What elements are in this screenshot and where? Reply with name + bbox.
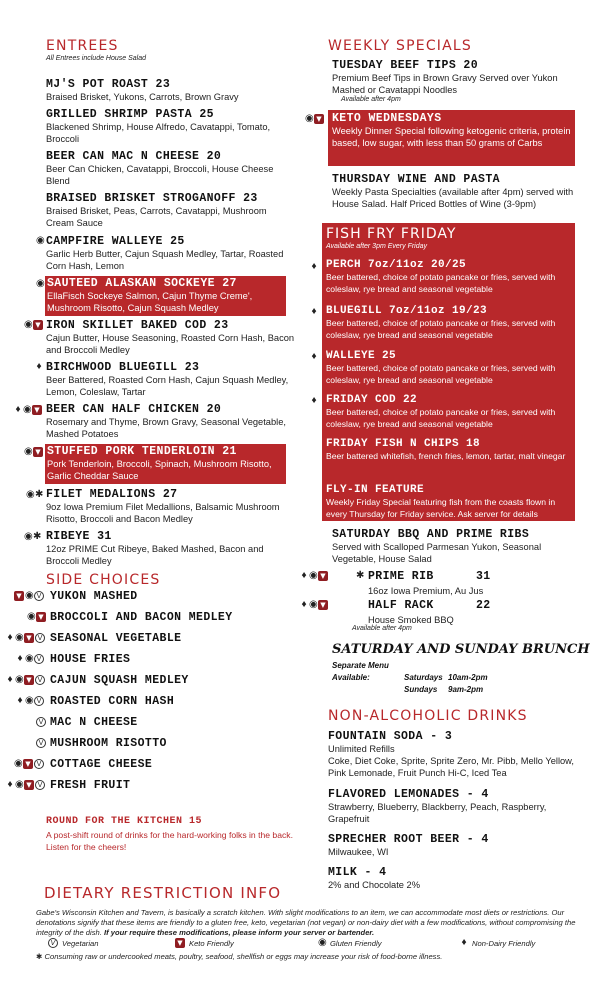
prime-rib-name: PRIME RIB	[368, 570, 434, 583]
brunch-sat-time: 10am-2pm	[448, 673, 488, 682]
legend-label: Keto Friendly	[189, 938, 234, 948]
dietary-bold: If your require these modifications, please inform your server or bartender.	[103, 928, 375, 937]
gluten-friendly-icon: ◉	[15, 779, 24, 790]
item-desc: Beer battered, choice of potato pancake or fries, served with coleslaw, rye bread and seasonal vegetable	[326, 363, 556, 385]
gluten-friendly-icon: ◉	[25, 695, 34, 706]
brunch-sub: Separate Menu	[332, 661, 389, 670]
kitchen-title: ROUND FOR THE KITCHEN 15	[46, 816, 203, 827]
special-item	[332, 59, 592, 96]
menu-item	[46, 530, 296, 567]
tuesday-note: Available after 4pm	[341, 96, 401, 103]
side-item: BROCCOLI AND BACON MEDLEY	[50, 611, 233, 624]
item-name: GRILLED SHRIMP PASTA 25	[46, 108, 214, 121]
legend-label: Non-Dairy Friendly	[472, 938, 536, 948]
vegetarian-icon: V	[36, 738, 46, 748]
item-desc: Beer battered whitefish, french fries, lemon, tartar, malt vinegar	[326, 451, 566, 461]
item-desc: Beer battered, choice of potato pancake or fries, served with coleslaw, rye bread and seasonal vegetable	[326, 272, 556, 294]
gluten-friendly-icon: ◉	[309, 570, 318, 581]
brunch-sun: Sundays	[404, 685, 438, 694]
drinks-title: NON-ALCOHOLIC DRINKS	[328, 708, 528, 724]
item-name: FLY-IN FEATURE	[326, 484, 425, 496]
raw-warning-icon: ✱	[33, 531, 42, 542]
brunch-sun-time: 9am-2pm	[448, 685, 484, 694]
keto-friendly-icon: ▼	[318, 600, 328, 610]
item-name: SPRECHER ROOT BEER - 4	[328, 833, 489, 846]
raw-warning-icon: ✱	[35, 489, 44, 500]
keto-friendly-icon: ▼	[33, 320, 43, 330]
menu-item	[46, 108, 296, 145]
keto-friendly-icon: ▼	[24, 780, 34, 790]
gluten-friendly-icon: ◉	[305, 113, 314, 124]
item-name: WALLEYE 25	[326, 350, 397, 362]
drink-item	[328, 833, 568, 858]
item-desc: Strawberry, Blueberry, Blackberry, Peach, Raspberry, Grapefruit	[328, 802, 547, 824]
dietary-icons	[27, 612, 46, 622]
vegetarian-icon: V	[34, 591, 44, 601]
vegetarian-icon: V	[36, 717, 46, 727]
side-item: YUKON MASHED	[50, 590, 138, 603]
keto-friendly-icon: ▼	[318, 571, 328, 581]
item-name: BEER CAN HALF CHICKEN 20	[46, 403, 222, 416]
dietary-icons	[35, 362, 43, 372]
fish-item	[326, 394, 574, 430]
item-name: BEER CAN MAC N CHEESE 20	[46, 150, 222, 163]
dietary-icons	[26, 490, 43, 500]
item-name: SATURDAY BBQ AND PRIME RIBS	[332, 528, 530, 541]
saturday-note: Available after 4pm	[352, 625, 412, 632]
brunch-title: SATURDAY AND SUNDAY BRUNCH	[332, 642, 590, 657]
vegetarian-icon: V	[34, 654, 44, 664]
dietary-icons	[14, 405, 42, 415]
menu-item	[46, 192, 286, 229]
keto-friendly-icon: ▼	[14, 591, 24, 601]
item-name: FRIDAY COD 22	[326, 394, 418, 406]
item-desc: Beer Battered, Roasted Corn Hash, Cajun Squash Medley, Lemon, Coleslaw, Tartar	[46, 375, 289, 397]
raw-warning-icon: ✱	[36, 952, 43, 961]
non-dairy-icon: ♦	[311, 395, 317, 406]
menu-item	[46, 319, 296, 356]
dietary-icons	[300, 571, 328, 581]
item-desc: Weekly Friday Special featuring fish from the coasts flown in every Thursday for Friday service. Ask server for details	[326, 497, 556, 519]
drink-item	[328, 788, 568, 825]
gluten-friendly-icon: ◉	[24, 319, 33, 330]
non-dairy-icon: ♦	[311, 261, 317, 272]
legend-dairy	[460, 938, 535, 948]
dietary-icons	[24, 532, 41, 542]
dietary-icons	[16, 696, 44, 706]
vegetarian-icon: V	[35, 780, 45, 790]
item-desc: Milwaukee, WI	[328, 847, 389, 857]
item-name: STUFFED PORK TENDERLOIN 21	[47, 445, 237, 458]
item-name: FRIDAY FISH N CHIPS 18	[326, 438, 481, 450]
prime-rib-desc: 16oz Iowa Premium, Au Jus	[368, 586, 484, 596]
half-rack-desc: House Smoked BBQ	[368, 615, 454, 625]
legend-label: Vegetarian	[62, 938, 99, 948]
item-desc: Rosemary and Thyme, Brown Gravy, Seasonal Vegetable, Mashed Potatoes	[46, 417, 286, 439]
menu-item	[46, 235, 296, 272]
item-desc: Weekly Pasta Specialties (available after 4pm) served with House Salad. Half Priced Bottles of Wine (3-9pm)	[332, 187, 574, 209]
non-dairy-icon: ♦	[301, 570, 307, 581]
item-name: MILK - 4	[328, 866, 387, 879]
item-desc: Unlimited Refills Coke, Diet Coke, Sprite, Sprite Zero, Mr. Pibb, Mello Yellow, Pink Lemonade, Fruit Punch Hi-C, Iced Tea	[328, 744, 574, 778]
item-desc: Served with Scalloped Parmesan Yukon, Seasonal Vegetable, House Salad	[332, 542, 542, 564]
keto-friendly-icon: ▼	[175, 938, 185, 948]
legend-vegetarian	[48, 938, 98, 948]
menu-item-highlighted	[45, 276, 286, 316]
menu-item	[46, 150, 276, 187]
vegetarian-icon: V	[35, 675, 45, 685]
entrees-note: All Entrees include House Salad	[46, 55, 147, 62]
item-desc: Beer Can Chicken, Cavatappi, Broccoli, House Cheese Blend	[46, 164, 274, 186]
fish-item	[326, 350, 574, 386]
item-desc: Beer battered, choice of potato pancake or fries, served with coleslaw, rye bread and seasonal vegetable	[326, 318, 556, 340]
entrees-title: ENTREES	[46, 38, 119, 54]
dietary-icons	[36, 279, 44, 289]
item-name: FLAVORED LEMONADES - 4	[328, 788, 489, 801]
non-dairy-icon: ♦	[311, 306, 317, 317]
keto-friendly-icon: ▼	[314, 114, 324, 124]
vegetarian-icon: V	[35, 633, 45, 643]
drink-item	[328, 730, 588, 779]
keto-friendly-icon: ▼	[32, 405, 42, 415]
keto-friendly-icon: ▼	[24, 675, 34, 685]
half-rack-name: HALF RACK	[368, 599, 434, 612]
dietary-icons	[36, 738, 46, 748]
item-desc: Weekly Dinner Special following ketogenic criteria, protein based, low sugar, with less than 50 grams of Carbs	[332, 126, 571, 148]
item-name: FILET MEDALIONS 27	[46, 488, 178, 501]
vegetarian-icon: V	[48, 938, 58, 948]
side-item: MUSHROOM RISOTTO	[50, 737, 167, 750]
item-name: MJ'S POT ROAST 23	[46, 78, 171, 91]
non-dairy-icon: ♦	[36, 361, 42, 372]
dietary-icons	[300, 600, 328, 610]
gluten-friendly-icon: ◉	[15, 674, 24, 685]
weekly-title: WEEKLY SPECIALS	[328, 38, 472, 54]
non-dairy-icon: ♦	[15, 404, 21, 415]
gluten-friendly-icon: ◉	[25, 653, 34, 664]
item-name: BIRCHWOOD BLUEGILL 23	[46, 361, 200, 374]
dietary-body: Gabe's Wisconsin Kitchen and Tavern, is basically a scratch kitchen. With slight modifications to an item, we can accommodate most diets or restrictions. Our denotations signify that these items are friendly to a gluten free, keto, vegetarian (not vegan) or non-dairy diet with a few modifications, without compromising the integrity of the dish.	[36, 908, 576, 937]
gluten-friendly-icon: ◉	[25, 590, 34, 601]
keto-highlight	[328, 110, 575, 166]
sides-title: SIDE CHOICES	[46, 572, 161, 588]
fish-item	[326, 305, 574, 341]
item-desc: Beer battered, choice of potato pancake or fries, served with coleslaw, rye bread and seasonal vegetable	[326, 407, 556, 429]
menu-item	[46, 488, 296, 525]
item-name: SAUTEED ALASKAN SOCKEYE 27	[47, 277, 237, 290]
legend-label: Gluten Friendly	[330, 938, 382, 948]
menu-item	[46, 403, 296, 440]
brunch-sat: Saturdays	[404, 673, 443, 682]
item-desc: 12oz PRIME Cut Ribeye, Baked Mashed, Bacon and Broccoli Medley	[46, 544, 264, 566]
non-dairy-icon: ♦	[17, 695, 23, 706]
raw-warning-icon: ✱	[356, 570, 365, 581]
side-item: COTTAGE CHEESE	[50, 758, 153, 771]
item-desc: 9oz Iowa Premium Filet Medallions, Balsamic Mushroom Risotto, Broccoli and Bacon Medley	[46, 502, 280, 524]
dietary-icons	[310, 396, 318, 406]
dietary-icons	[24, 320, 43, 330]
footnote	[36, 952, 442, 961]
non-dairy-icon: ♦	[7, 779, 13, 790]
raw-warning-icons	[356, 571, 364, 581]
non-dairy-icon: ♦	[7, 632, 13, 643]
special-item	[332, 528, 582, 565]
dietary-icons	[36, 717, 46, 727]
side-item: MAC N CHEESE	[50, 716, 138, 729]
gluten-friendly-icon: ◉	[15, 632, 24, 643]
side-item: HOUSE FRIES	[50, 653, 131, 666]
dietary-icons	[14, 759, 44, 769]
non-dairy-icon: ♦	[301, 599, 307, 610]
gluten-friendly-icon: ◉	[14, 758, 23, 769]
non-dairy-icon: ♦	[461, 937, 467, 948]
item-name: PERCH 7oz/11oz 20/25	[326, 259, 467, 271]
keto-friendly-icon: ▼	[24, 633, 34, 643]
menu-item-highlighted	[45, 444, 286, 484]
item-desc: 2% and Chocolate 2%	[328, 880, 420, 890]
legend-gluten	[318, 938, 382, 948]
item-desc: Braised Brisket, Yukons, Carrots, Brown Gravy	[46, 92, 239, 102]
menu-item	[46, 78, 296, 103]
item-name: THURSDAY WINE AND PASTA	[332, 173, 500, 186]
item-name: BLUEGILL 7oz/11oz 19/23	[326, 305, 488, 317]
prime-rib-price: 31	[476, 570, 491, 583]
non-dairy-icon: ♦	[311, 351, 317, 362]
dietary-icons	[6, 633, 45, 643]
dietary-title: DIETARY RESTRICTION INFO	[44, 884, 282, 902]
non-dairy-icon: ♦	[17, 653, 23, 664]
fish-sub: Available after 3pm Every Friday	[326, 243, 428, 250]
kitchen-desc: A post-shift round of drinks for the hard-working folks in the back. Listen for the cheers!	[46, 830, 293, 852]
special-item	[332, 173, 582, 210]
brunch-available: Available:	[332, 673, 370, 682]
fish-item	[326, 484, 574, 520]
item-name: IRON SKILLET BAKED COD 23	[46, 319, 229, 332]
gluten-friendly-icon: ◉	[24, 446, 33, 457]
dietary-icons	[305, 114, 324, 124]
gluten-friendly-icon: ◉	[318, 937, 327, 948]
dietary-icons	[310, 352, 318, 362]
gluten-friendly-icon: ◉	[24, 531, 33, 542]
gluten-friendly-icon: ◉	[26, 489, 35, 500]
dietary-icons	[14, 591, 44, 601]
item-name: TUESDAY BEEF TIPS 20	[332, 59, 479, 72]
dietary-icons	[6, 780, 45, 790]
gluten-friendly-icon: ◉	[23, 404, 32, 415]
drink-item	[328, 866, 568, 891]
keto-friendly-icon: ▼	[23, 759, 33, 769]
dietary-icons	[310, 307, 318, 317]
gluten-friendly-icon: ◉	[309, 599, 318, 610]
dietary-icons	[16, 654, 44, 664]
legend-keto	[175, 938, 234, 948]
item-desc: Garlic Herb Butter, Cajun Squash Medley, Tartar, Roasted Corn Hash, Lemon	[46, 249, 284, 271]
item-desc: Blackened Shrimp, House Alfredo, Cavatappi, Tomato, Broccoli	[46, 122, 271, 144]
item-name: KETO WEDNESDAYS	[332, 112, 442, 125]
gluten-friendly-icon: ◉	[36, 278, 45, 289]
gluten-friendly-icon: ◉	[36, 235, 45, 246]
fish-title: FISH FRY FRIDAY	[326, 226, 457, 242]
item-desc: EllaFisch Sockeye Salmon, Cajun Thyme Creme', Mushroom Risotto, Cajun Squash Medley	[47, 291, 253, 313]
dietary-icons	[310, 262, 318, 272]
fish-item	[326, 259, 574, 295]
footnote-text: Consuming raw or undercooked meats, poultry, seafood, shellfish or eggs may increase your risk of food-borne illness.	[44, 952, 443, 961]
side-item: FRESH FRUIT	[50, 779, 131, 792]
menu-item	[46, 361, 296, 398]
keto-friendly-icon: ▼	[36, 612, 46, 622]
non-dairy-icon: ♦	[7, 674, 13, 685]
item-desc: Braised Brisket, Peas, Carrots, Cavatappi, Mushroom Cream Sauce	[46, 206, 267, 228]
item-name: CAMPFIRE WALLEYE 25	[46, 235, 185, 248]
keto-friendly-icon: ▼	[33, 447, 43, 457]
dietary-icons	[6, 675, 45, 685]
dietary-icons	[36, 236, 44, 246]
item-desc: Premium Beef Tips in Brown Gravy Served over Yukon Mashed or Cavatappi Noodles	[332, 73, 558, 95]
side-item: SEASONAL VEGETABLE	[50, 632, 182, 645]
half-rack-price: 22	[476, 599, 491, 612]
fish-item	[326, 438, 574, 463]
side-item: CAJUN SQUASH MEDLEY	[50, 674, 189, 687]
side-item: ROASTED CORN HASH	[50, 695, 175, 708]
gluten-friendly-icon: ◉	[27, 611, 36, 622]
dietary-icons	[24, 447, 43, 457]
item-name: FOUNTAIN SODA - 3	[328, 730, 453, 743]
item-desc: Cajun Butter, House Seasoning, Roasted Corn Hash, Bacon and Broccoli Medley	[46, 333, 295, 355]
item-name: BRAISED BRISKET STROGANOFF 23	[46, 192, 258, 205]
vegetarian-icon: V	[34, 759, 44, 769]
item-name: RIBEYE 31	[46, 530, 112, 543]
vegetarian-icon: V	[34, 696, 44, 706]
item-desc: Pork Tenderloin, Broccoli, Spinach, Mushroom Risotto, Garlic Cheddar Sauce	[47, 459, 272, 481]
dietary-text	[36, 908, 581, 938]
